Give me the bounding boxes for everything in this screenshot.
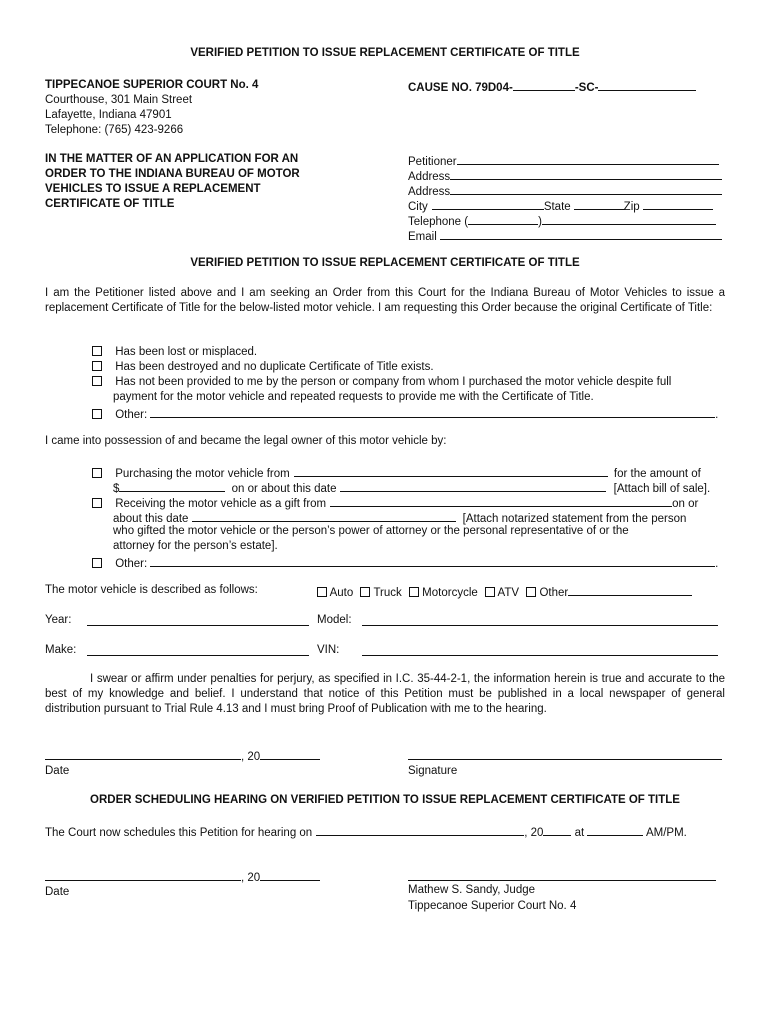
purchase-date-field[interactable]	[340, 479, 606, 492]
matter-line3: VEHICLES TO ISSUE A REPLACEMENT	[45, 183, 261, 195]
matter-line4: CERTIFICATE OF TITLE	[45, 198, 175, 210]
vin-label: VIN:	[317, 644, 340, 656]
cause-label: CAUSE NO. 79D04-	[408, 82, 513, 94]
signature-label: Signature	[408, 765, 458, 777]
cause-number	[408, 78, 696, 96]
make-label: Make:	[45, 644, 77, 656]
email-row	[408, 227, 722, 245]
email-label: Email	[408, 231, 437, 243]
telephone-close: )	[538, 216, 542, 228]
cause-sc-label: -SC-	[574, 82, 599, 94]
petitioner-label: Petitioner	[408, 156, 457, 168]
vehicle-described-label: The motor vehicle is described as follows:	[45, 584, 258, 596]
judge-signature-field[interactable]	[408, 880, 716, 881]
petition-year-prefix: , 20	[241, 751, 261, 763]
matter-line2: ORDER TO THE INDIANA BUREAU OF MOTOR	[45, 168, 300, 180]
court-telephone: Telephone: (765) 423-9266	[45, 124, 184, 136]
vehicle-type-motorcycle-label: Motorcycle	[422, 587, 478, 599]
petition-date-label: Date	[45, 765, 70, 777]
reason-not-provided-checkbox[interactable]	[92, 376, 102, 386]
attach-bill-label: [Attach bill of sale].	[613, 483, 711, 495]
cause-number-field[interactable]	[598, 78, 696, 91]
state-label: State	[543, 201, 571, 213]
zip-label: Zip	[623, 201, 640, 213]
reason-other-checkbox[interactable]	[92, 409, 102, 419]
possession-purchase-checkbox[interactable]	[92, 468, 102, 478]
telephone-number-field[interactable]	[542, 212, 716, 225]
address-field[interactable]	[450, 167, 722, 180]
court-address-line1: Courthouse, 301 Main Street	[45, 94, 193, 106]
purchase-date-label: on or about this date	[231, 483, 337, 495]
vehicle-type-motorcycle-checkbox[interactable]	[409, 587, 419, 597]
hearing-date-field[interactable]	[316, 823, 524, 836]
section-title: VERIFIED PETITION TO ISSUE REPLACEMENT CERTIFICATE OF TITLE	[190, 257, 580, 269]
purchase-amount-label: for the amount of	[613, 468, 701, 480]
zip-field[interactable]	[643, 197, 713, 210]
reason-lost-label: Has been lost or misplaced.	[115, 346, 258, 358]
possession-other-checkbox[interactable]	[92, 558, 102, 568]
vehicle-type-truck-checkbox[interactable]	[360, 587, 370, 597]
hearing-time-field[interactable]	[587, 823, 643, 836]
address-label: Address	[408, 171, 451, 183]
judge-court: Tippecanoe Superior Court No. 4	[408, 900, 577, 912]
hearing-at-label: at	[574, 827, 585, 839]
gift-line-2: who gifted the motor vehicle or the person’s power of attorney or the personal representative of or the	[113, 525, 629, 537]
gift-date-label: about this date	[113, 513, 189, 525]
gift-label: Receiving the motor vehicle as a gift from	[115, 498, 327, 510]
order-schedule-text: The Court now schedules this Petition for hearing on	[45, 827, 313, 839]
vehicle-type-options	[317, 583, 692, 601]
reason-lost-checkbox[interactable]	[92, 346, 102, 356]
reason-not-provided-label-1: Has not been provided to me by the person or company from whom I purchased the motor vehicle despite full	[115, 376, 672, 388]
model-field[interactable]	[362, 625, 718, 626]
possession-other: Other: .	[92, 554, 718, 572]
address2-label: Address	[408, 186, 451, 198]
vehicle-type-other-label: Other	[539, 587, 569, 599]
reason-destroyed-checkbox[interactable]	[92, 361, 102, 371]
matter-line1: IN THE MATTER OF AN APPLICATION FOR AN	[45, 153, 299, 165]
city-field[interactable]	[432, 197, 544, 210]
year-label: Year:	[45, 614, 72, 626]
reason-not-provided-label-2: payment for the motor vehicle and repeated requests to provide me with the Certificate of Title.	[113, 391, 594, 403]
gift-giver-field[interactable]	[330, 494, 672, 507]
dollar-sign: $	[113, 483, 120, 495]
make-field[interactable]	[87, 655, 309, 656]
hearing-ampm-label: AM/PM.	[645, 827, 687, 839]
reason-not-provided	[92, 375, 671, 390]
order-year-prefix: , 20	[241, 872, 261, 884]
gift-on-or-label: on or	[672, 498, 699, 510]
address2-field[interactable]	[450, 182, 722, 195]
gift-line-3: attorney for the person’s estate].	[113, 540, 278, 552]
gift-date-field[interactable]	[192, 509, 456, 522]
order-date-field[interactable]	[45, 868, 241, 881]
hearing-year-prefix: , 20	[524, 827, 544, 839]
vehicle-type-other-field[interactable]	[568, 583, 692, 596]
possession-other-field[interactable]	[150, 554, 715, 567]
email-field[interactable]	[440, 227, 722, 240]
purchase-label: Purchasing the motor vehicle from	[115, 468, 290, 480]
reason-destroyed-label: Has been destroyed and no duplicate Certificate of Title exists.	[115, 361, 434, 373]
vehicle-type-atv-checkbox[interactable]	[485, 587, 495, 597]
petition-date-field[interactable]	[45, 747, 241, 760]
possession-intro: I came into possession of and became the legal owner of this motor vehicle by:	[45, 435, 447, 447]
judge-name: Mathew S. Sandy, Judge	[408, 884, 535, 896]
state-field[interactable]	[574, 197, 624, 210]
possession-other-label: Other:	[115, 558, 148, 570]
reason-other-label: Other:	[115, 409, 148, 421]
intro-paragraph: I am the Petitioner listed above and I am seeking an Order from this Court for the Indiana Bureau of Motor Vehicles to issue a replacement Certificate of Title for the below-listed motor vehicle. I am requesting this Order because the original Certificate of Title:	[45, 287, 725, 314]
cause-year-field[interactable]	[513, 78, 575, 91]
signature-field[interactable]	[408, 759, 722, 760]
reason-lost	[92, 345, 257, 360]
year-field[interactable]	[87, 625, 309, 626]
reason-destroyed	[92, 360, 434, 375]
telephone-label: Telephone (	[408, 216, 469, 228]
document-title: VERIFIED PETITION TO ISSUE REPLACEMENT CERTIFICATE OF TITLE	[190, 47, 580, 59]
order-date-row	[45, 868, 320, 886]
gift-attach-label: [Attach notarized statement from the person	[462, 513, 687, 525]
vehicle-type-truck-label: Truck	[373, 587, 402, 599]
hearing-year-field[interactable]	[543, 823, 571, 836]
court-address-line2: Lafayette, Indiana 47901	[45, 109, 172, 121]
model-label: Model:	[317, 614, 352, 626]
order-title: ORDER SCHEDULING HEARING ON VERIFIED PETITION TO ISSUE REPLACEMENT CERTIFICATE OF TITLE	[90, 794, 680, 806]
reason-other: Other: .	[92, 405, 718, 423]
order-year-field[interactable]	[260, 868, 320, 881]
possession-gift-checkbox[interactable]	[92, 498, 102, 508]
petition-date-row	[45, 747, 320, 765]
city-label: City	[408, 201, 428, 213]
vehicle-type-auto-label: Auto	[329, 587, 354, 599]
purchase-amount-field[interactable]	[119, 479, 225, 492]
vehicle-type-atv-label: ATV	[497, 587, 520, 599]
vehicle-type-other-checkbox[interactable]	[526, 587, 536, 597]
telephone-area-field[interactable]	[468, 212, 538, 225]
petitioner-name-field[interactable]	[457, 152, 719, 165]
order-date-label: Date	[45, 886, 70, 898]
order-schedule-row	[45, 823, 687, 841]
petition-year-field[interactable]	[260, 747, 320, 760]
court-name: TIPPECANOE SUPERIOR COURT No. 4	[45, 79, 259, 91]
reason-other-field[interactable]	[150, 405, 715, 418]
purchase-seller-field[interactable]	[294, 464, 608, 477]
vin-field[interactable]	[362, 655, 718, 656]
oath-paragraph: I swear or affirm under penalties for perjury, as specified in I.C. 35-44-2-1, the information herein is true and accurate to the best of my knowledge and belief. I understand that notice of this Petition must be published in a local newspaper of general distribution pursuant to Trial Rule 4.13 and I must bring Proof of Publication with me to the hearing.	[45, 673, 725, 715]
vehicle-type-auto-checkbox[interactable]	[317, 587, 327, 597]
